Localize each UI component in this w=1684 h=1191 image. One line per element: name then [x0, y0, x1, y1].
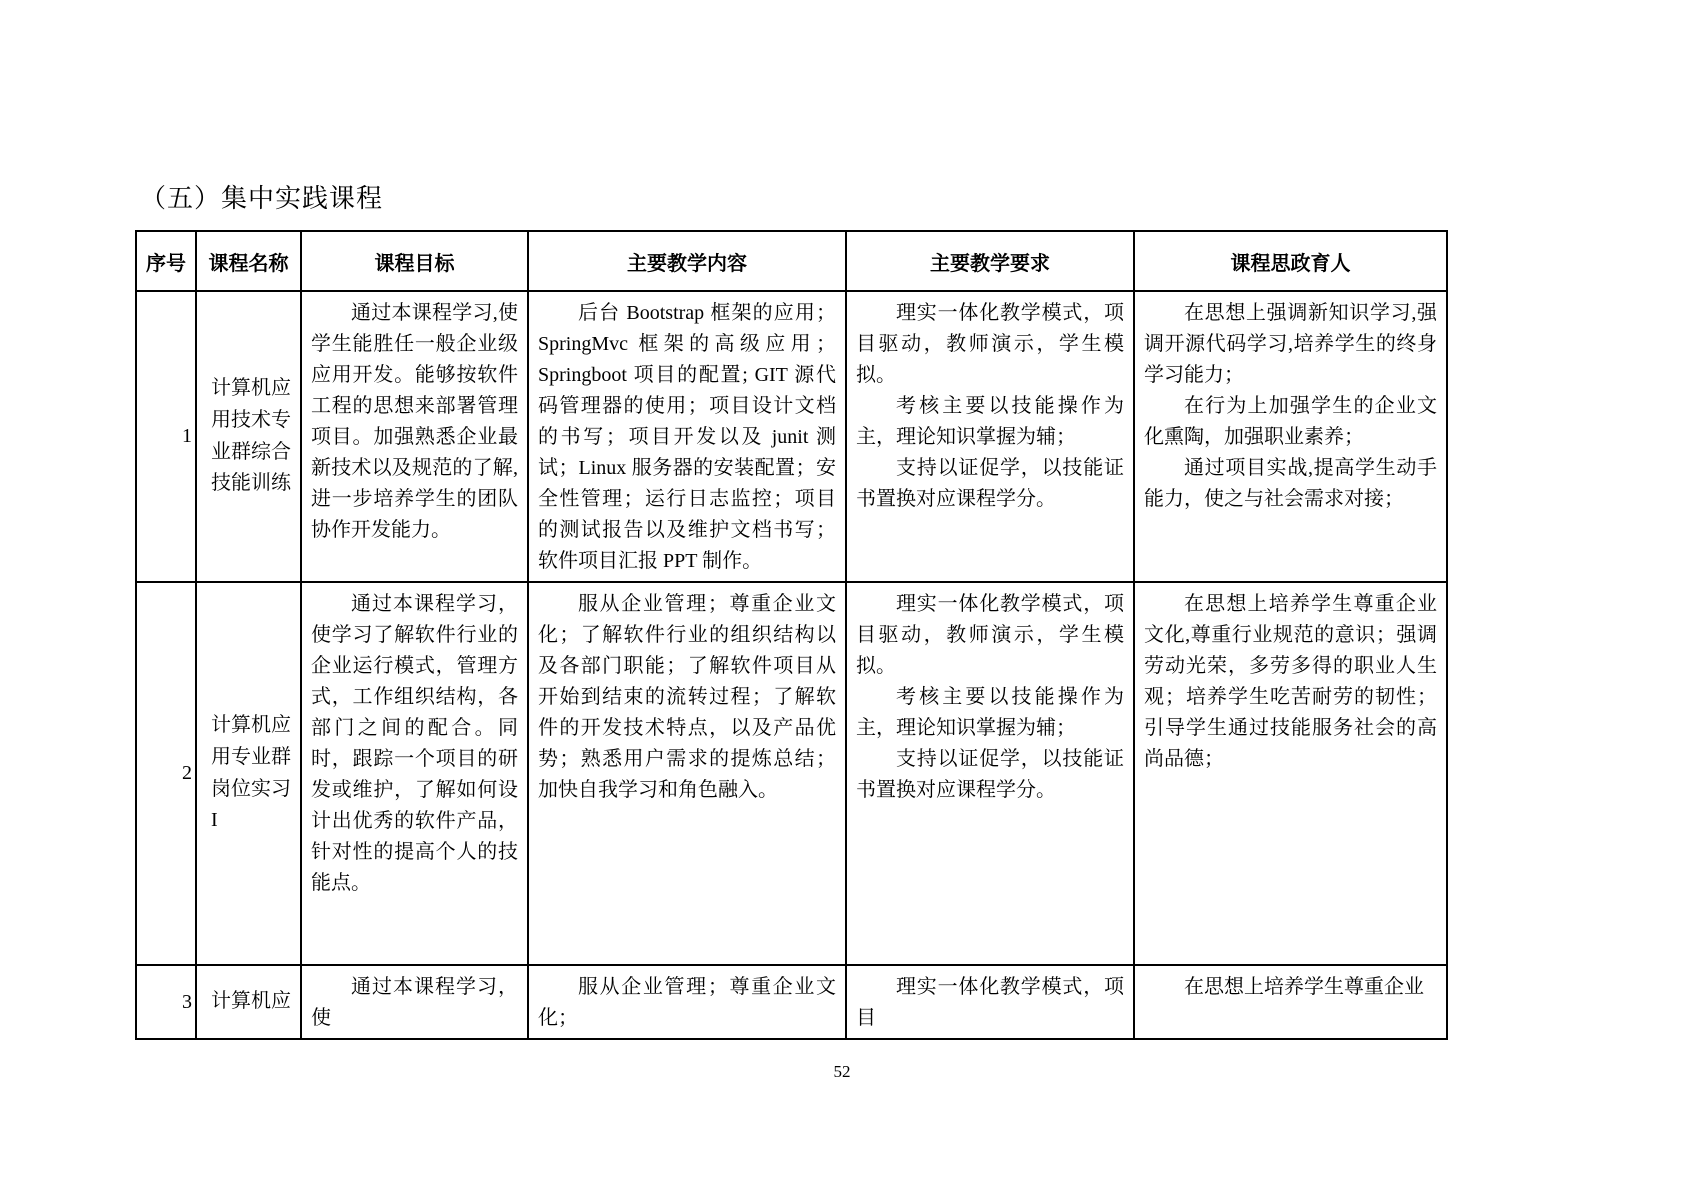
cell-ideology-education — [1134, 291, 1447, 582]
paragraph: 通过项目实战,提高学生动手能力，使之与社会需求对接； — [1144, 457, 1437, 510]
course-table — [135, 230, 1448, 1040]
table-row — [136, 582, 1447, 965]
cell-course-name — [196, 582, 301, 965]
cell-course-objectives — [301, 291, 528, 582]
paragraph: 通过本课程学习，使 — [311, 976, 518, 1029]
paragraph: 考核主要以技能操作为主，理论知识掌握为辅； — [856, 395, 1124, 448]
paragraph: 在思想上培养学生尊重企业 — [1184, 976, 1424, 998]
paragraph: 计算机应用技术专业群综合技能训练 — [211, 377, 291, 495]
cell-ideology-education — [1134, 582, 1447, 965]
cell-course-name — [196, 291, 301, 582]
column-header-name: 课程名称 — [196, 231, 301, 291]
cell-teaching-content — [528, 291, 846, 582]
cell-teaching-content — [528, 965, 846, 1039]
cell-teaching-content — [528, 582, 846, 965]
paragraph: 服从企业管理；尊重企业文化； — [538, 976, 836, 1029]
table-row — [136, 965, 1447, 1039]
column-header-requirements: 主要教学要求 — [846, 231, 1134, 291]
cell-course-objectives — [301, 582, 528, 965]
table-row — [136, 291, 1447, 582]
paragraph: 理实一体化教学模式，项目 — [856, 976, 1124, 1029]
paragraph: 通过本课程学习，使学习了解软件行业的企业运行模式，管理方式，工作组织结构，各部门之间的配合。同时，跟踪一个项目的研发或维护，了解如何设计出优秀的软件产品，针对性的提高个人的技能点。 — [311, 593, 518, 894]
paragraph: 服从企业管理；尊重企业文化；了解软件行业的组织结构以及各部门职能；了解软件项目从开始到结束的流转过程；了解软件的开发技术特点，以及产品优势；熟悉用户需求的提炼总结；加快自我学习和角色融入。 — [538, 593, 836, 801]
column-header-ideology: 课程思政育人 — [1134, 231, 1447, 291]
cell-teaching-requirements — [846, 582, 1134, 965]
table-header-row — [136, 231, 1447, 291]
cell-row-number — [136, 582, 196, 965]
cell-teaching-requirements — [846, 291, 1134, 582]
paragraph: 3 — [182, 990, 192, 1013]
paragraph: 在思想上强调新知识学习,强调开源代码学习,培养学生的终身学习能力； — [1144, 302, 1437, 386]
paragraph: 后台 Bootstrap 框架的应用；SpringMvc 框架的高级应用；Springboot 项目的配置; GIT 源代码管理器的使用；项目设计文档的书写；项目开发以及 junit 测试；Linux 服务器的安装配置；安全性管理；运行日志监控；项目的测试报告以及维护文档书写；软件项目汇报 PPT 制作。 — [538, 302, 836, 572]
paragraph: 理实一体化教学模式，项目驱动，教师演示，学生模拟。 — [856, 593, 1124, 677]
cell-course-objectives — [301, 965, 528, 1039]
column-header-objectives: 课程目标 — [301, 231, 528, 291]
paragraph: 支持以证促学，以技能证书置换对应课程学分。 — [856, 457, 1124, 510]
cell-row-number — [136, 291, 196, 582]
paragraph: 理实一体化教学模式，项目驱动，教师演示，学生模拟。 — [856, 302, 1124, 386]
paragraph: 支持以证促学，以技能证书置换对应课程学分。 — [856, 748, 1124, 801]
paragraph: 考核主要以技能操作为主，理论知识掌握为辅； — [856, 686, 1124, 739]
paragraph: 通过本课程学习,使学生能胜任一般企业级应用开发。能够按软件工程的思想来部署管理项目。加强熟悉企业最新技术以及规范的了解,进一步培养学生的团队协作开发能力。 — [311, 302, 518, 541]
paragraph: 2 — [182, 762, 192, 784]
paragraph: 1 — [182, 425, 192, 447]
column-header-num: 序号 — [136, 231, 196, 291]
column-header-content: 主要教学内容 — [528, 231, 846, 291]
section-title: （五）集中实践课程 — [140, 184, 384, 213]
paragraph: 计算机应用专业群岗位实习I — [211, 714, 291, 832]
page-number: 52 — [833, 1062, 851, 1081]
paragraph: 在行为上加强学生的企业文化熏陶，加强职业素养； — [1144, 395, 1437, 448]
cell-ideology-education — [1134, 965, 1447, 1039]
paragraph: 在思想上培养学生尊重企业文化,尊重行业规范的意识；强调劳动光荣，多劳多得的职业人生观；培养学生吃苦耐劳的韧性；引导学生通过技能服务社会的高尚品德； — [1144, 593, 1437, 770]
cell-course-name — [196, 965, 301, 1039]
paragraph: 计算机应 — [211, 990, 291, 1013]
cell-row-number — [136, 965, 196, 1039]
cell-teaching-requirements — [846, 965, 1134, 1039]
